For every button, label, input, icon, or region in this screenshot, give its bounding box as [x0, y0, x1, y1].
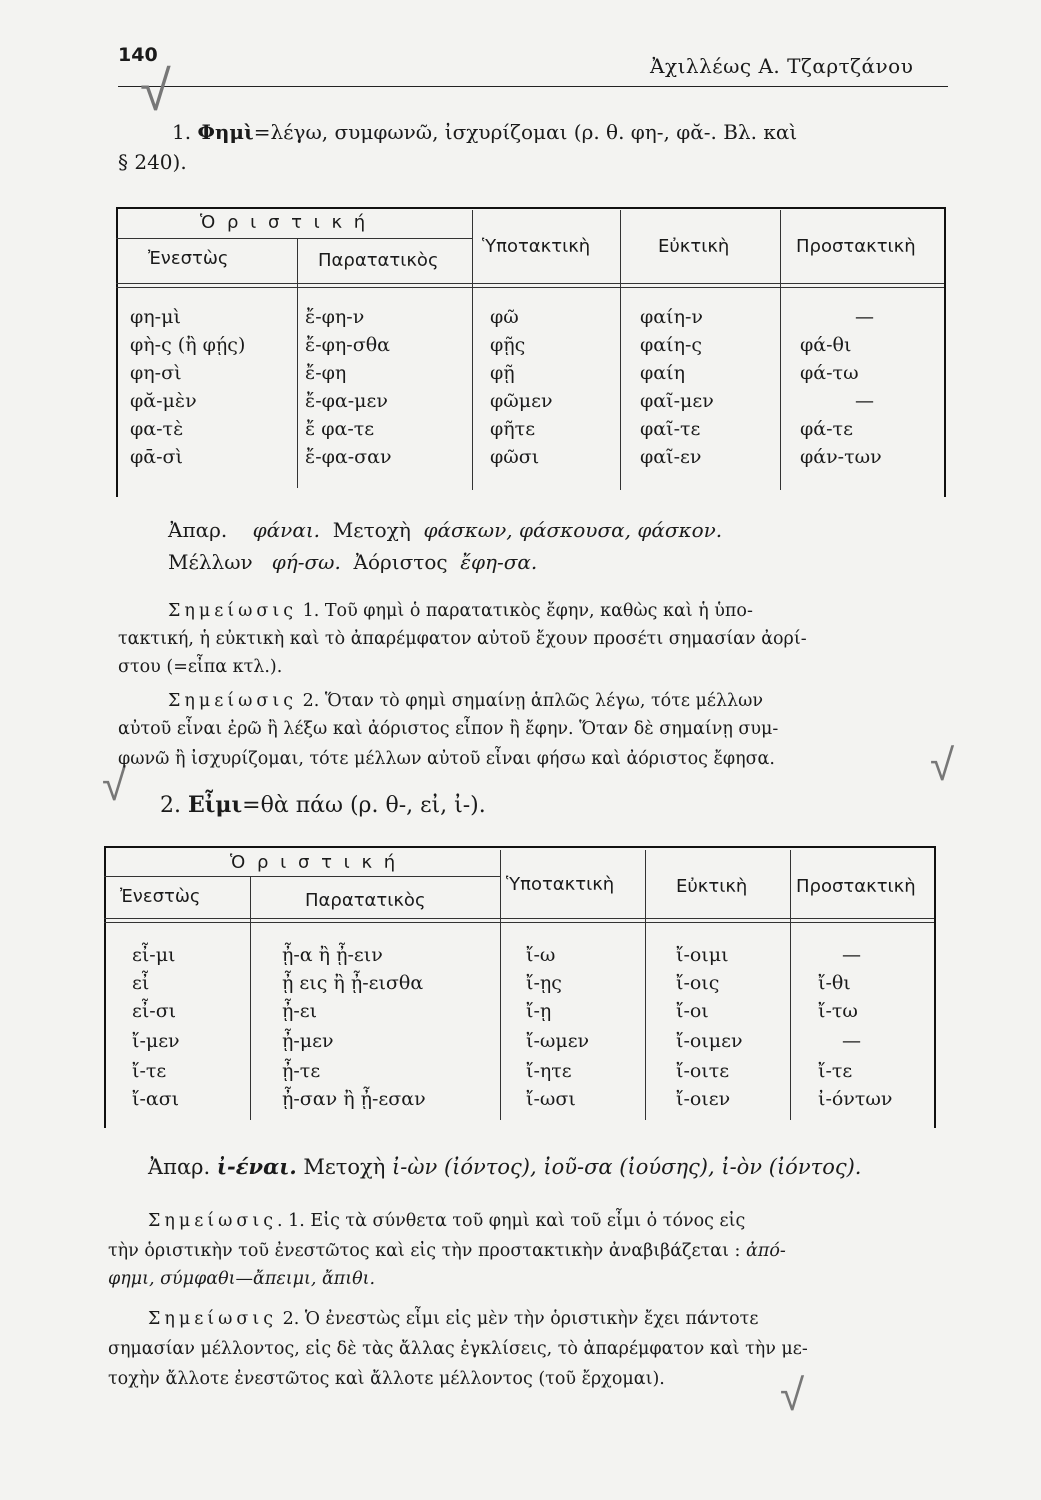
table-cell: φά-τε: [800, 418, 853, 440]
header-subjunctive: Ὑποτακτικὴ: [482, 236, 591, 257]
table-cell: φῆτε: [490, 418, 536, 440]
header-subjunctive: Ὑποτακτικὴ: [506, 874, 615, 895]
table-cell: ἰ-όντων: [818, 1088, 893, 1110]
table-cell: φῶ: [490, 306, 519, 328]
note-text: . 1. Εἰς τὰ σύνθετα τοῦ φημὶ καὶ τοῦ εἶμι ὁ τόνος εἰς: [277, 1211, 746, 1231]
table-cell: φάν-των: [800, 446, 882, 468]
table-cell: φα-τὲ: [130, 418, 184, 440]
infinitive: φάναι.: [252, 518, 321, 542]
table-cell: φαῖ-εν: [640, 446, 702, 468]
table-cell: ἴ-οις: [676, 972, 720, 994]
note-label: Σημείωσις: [148, 1309, 278, 1329]
table-cell: ἴ-ητε: [526, 1060, 572, 1082]
table-cell: ᾖ-ει: [282, 1000, 318, 1022]
header-imperfect: Παρατατικὸς: [305, 890, 426, 911]
header-optative: Εὐκτικὴ: [658, 236, 730, 257]
verb1-reference: § 240).: [118, 150, 187, 174]
table-cell: ἴ-ωσι: [526, 1088, 576, 1110]
table-cell: φᾱ-σὶ: [130, 446, 183, 468]
table-cell: ἴ-ῃ: [526, 1000, 552, 1022]
aorist: ἔφη-σα.: [460, 550, 538, 574]
verb2-note2-line2: σημασίαν μέλλοντος, εἰς δὲ τὰς ἄλλας ἐγκλίσεις, τὸ ἀπαρέμφατον καὶ τὴν με-: [108, 1339, 808, 1359]
label: Μετοχὴ: [303, 1155, 386, 1179]
running-header-author: Ἀχιλλέως Α. Τζαρτζάνου: [650, 54, 914, 78]
verb1-number: 1.: [172, 120, 192, 144]
note-text: 1. Τοῦ φημὶ ὁ παρατατικὸς ἔφην, καθὼς καὶ ἡ ὑπο-: [302, 601, 753, 621]
note-text: 2. Ὅταν τὸ φημὶ σημαίνῃ ἁπλῶς λέγω, τότε μέλλων: [302, 691, 764, 711]
table-cell: ἴ-τε: [818, 1060, 853, 1082]
table-cell: φαῖ-μεν: [640, 390, 714, 412]
table-cell: ᾖ-α ἢ ᾖ-ειν: [282, 944, 383, 966]
table-cell: φὴ-ς (ἢ φῄς): [130, 334, 246, 356]
verb1-lemma: Φημὶ: [197, 120, 254, 144]
check-mark-icon: √: [140, 59, 171, 124]
table-cell: —: [855, 306, 874, 328]
verb2-note1-line3: φημι, σύμφαθι—ἄπειμι, ἄπιθι.: [108, 1269, 376, 1289]
verb1-heading: [172, 118, 797, 146]
label: Μέλλων: [168, 550, 253, 574]
verb1-note1-line1: [168, 598, 753, 624]
table-cell: φᾰ-μὲν: [130, 390, 197, 412]
table-cell: φαίη-ς: [640, 334, 703, 356]
verb2-note1-line1: [148, 1208, 745, 1234]
table-cell: ᾖ εις ἢ ᾖ-εισθα: [282, 972, 424, 994]
future: φή-σω.: [271, 550, 341, 574]
table-cell: ἴ-οιμεν: [676, 1030, 743, 1052]
table-cell: ἴ-οιεν: [676, 1088, 731, 1110]
table-cell: ἴ-οι: [676, 1000, 709, 1022]
table-cell: εἶ: [132, 972, 150, 994]
table-cell: ἔ-φη-σθα: [305, 334, 390, 356]
label: Ἀόριστος: [353, 550, 448, 574]
verb1-note1-line2: τακτική, ἡ εὐκτικὴ καὶ τὸ ἀπαρέμφατον αὐτοῦ ἔχουν προσέτι σημασίαν ἀορί-: [118, 629, 807, 649]
verb1-definition: =λέγω, συμφωνῶ, ἰσχυρίζομαι (ρ. θ. φη-, φᾰ-. Βλ. καὶ: [253, 120, 798, 144]
verb2-lemma: Εἶμι: [188, 792, 243, 818]
table-cell: ἴ-οιτε: [676, 1060, 730, 1082]
label: Ἀπαρ.: [168, 518, 228, 542]
verb2-number: 2.: [160, 793, 181, 818]
table-cell: ᾖ-σαν ἢ ᾖ-εσαν: [282, 1088, 426, 1110]
table-cell: ἴ-οιμι: [676, 944, 729, 966]
table-cell: ἴ-μεν: [132, 1030, 180, 1052]
verb2-note2-line1: [148, 1306, 758, 1332]
verb1-note2-line3: φωνῶ ἢ ἰσχυρίζομαι, τότε μέλλων αὐτοῦ εἶναι φήσω καὶ ἀόριστος ἔφησα.: [118, 749, 775, 769]
note-label: Σημείωσις: [148, 1211, 278, 1231]
table-cell: φῶσι: [490, 446, 540, 468]
verb1-note2-line2: αὐτοῦ εἶναι ἐρῶ ἢ λέξω καὶ ἀόριστος εἶπον ἢ ἔφην. Ὅταν δὲ σημαίνῃ συμ-: [118, 719, 779, 739]
table-cell: ἔ-φα-μεν: [305, 390, 388, 412]
table-cell: φαῖ-τε: [640, 418, 701, 440]
table-cell: ἔ φα-τε: [305, 418, 375, 440]
header-imperfect: Παρατατικὸς: [318, 250, 439, 271]
table-cell: ἴ-τω: [818, 1000, 858, 1022]
note-example: ἀπό-: [746, 1241, 786, 1261]
table-cell: φῇ: [490, 362, 515, 384]
header-imperative: Προστακτικὴ: [796, 876, 916, 897]
verb2-heading: [160, 792, 486, 818]
infinitive: ἰ-έναι.: [216, 1154, 297, 1179]
table-cell: φη-σὶ: [130, 362, 182, 384]
table-cell: ἴ-τε: [132, 1060, 167, 1082]
header-imperative: Προστακτικὴ: [796, 236, 916, 257]
header-present: Ἐνεστὼς: [148, 248, 229, 269]
table-cell: ἴ-ασι: [132, 1088, 180, 1110]
verb1-infinitive-participle: [168, 516, 722, 544]
participle: φάσκων, φάσκουσα, φάσκον.: [423, 518, 723, 542]
table-cell: ἴ-ῃς: [526, 972, 562, 994]
table-cell: ἔ-φη-ν: [305, 306, 365, 328]
table-cell: ἔ-φη: [305, 362, 347, 384]
header-rule: [118, 86, 948, 87]
table-cell: εἶ-μι: [132, 944, 176, 966]
table-cell: εἶ-σι: [132, 1000, 177, 1022]
table-cell: φά-θι: [800, 334, 852, 356]
label: Μετοχὴ: [332, 518, 411, 542]
table-cell: φαίη: [640, 362, 685, 384]
verb2-note1-line2: [108, 1238, 786, 1264]
header-optative: Εὐκτικὴ: [676, 876, 748, 897]
table-cell: ἔ-φα-σαν: [305, 446, 392, 468]
header-indicative: Ὁ ρ ι σ τ ι κ ή: [230, 852, 399, 873]
check-mark-icon: √: [102, 760, 127, 811]
table-cell: ᾖ-τε: [282, 1060, 321, 1082]
note-text: τὴν ὁριστικὴν τοῦ ἐνεστῶτος καὶ εἰς τὴν προστακτικὴν ἀναβιβάζεται :: [108, 1241, 741, 1261]
label: Ἀπαρ.: [148, 1155, 211, 1179]
table-cell: φά-τω: [800, 362, 859, 384]
note-label: Σημείωσις: [168, 601, 298, 621]
verb2-infinitive-participle: [148, 1154, 861, 1179]
verb1-note2-line1: [168, 688, 763, 714]
table-cell: φῇς: [490, 334, 526, 356]
check-mark-icon: √: [930, 740, 955, 791]
verb1-note1-line3: στου (=εἶπα κτλ.).: [118, 657, 283, 677]
table-cell: —: [842, 944, 861, 966]
table-cell: —: [855, 390, 874, 412]
note-label: Σημείωσις: [168, 691, 298, 711]
header-present: Ἐνεστὼς: [120, 886, 201, 907]
table-cell: φῶμεν: [490, 390, 553, 412]
note-text: 2. Ὁ ἐνεστὼς εἶμι εἰς μὲν τὴν ὁριστικὴν ἔχει πάντοτε: [282, 1309, 759, 1329]
verb1-future-aorist: [168, 548, 537, 576]
table-cell: —: [842, 1030, 861, 1052]
table-cell: ἴ-θι: [818, 972, 851, 994]
table-cell: φη-μὶ: [130, 306, 181, 328]
table-cell: ἴ-ωμεν: [526, 1030, 590, 1052]
table-cell: ᾖ-μεν: [282, 1030, 334, 1052]
verb2-definition: =θὰ πάω (ρ. θ-, εἰ, ἰ-).: [242, 793, 486, 818]
participle: ἰ-ὼν (ἰόντος), ἰοῦ-σα (ἰούσης), ἰ-ὸν (ἰόντος).: [392, 1155, 862, 1179]
header-indicative: Ὁ ρ ι σ τ ι κ ή: [200, 212, 369, 233]
page-number: 140: [118, 44, 158, 66]
check-mark-icon: √: [780, 1370, 805, 1421]
table-cell: φαίη-ν: [640, 306, 703, 328]
verb2-note2-line3: τοχὴν ἄλλοτε ἐνεστῶτος καὶ ἄλλοτε μέλλοντος (τοῦ ἔρχομαι).: [108, 1369, 665, 1389]
table-cell: ἴ-ω: [526, 944, 556, 966]
